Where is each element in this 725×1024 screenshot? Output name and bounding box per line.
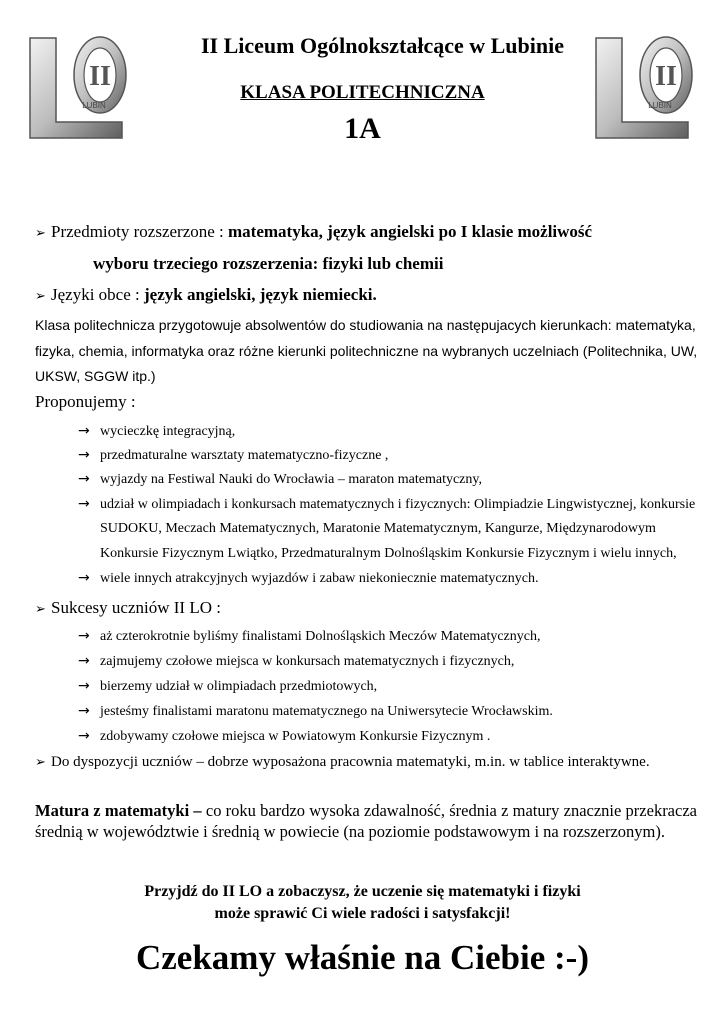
subjects-line bbox=[35, 222, 592, 242]
subjects-label: Przedmioty rozszerzone : bbox=[51, 222, 229, 241]
success-heading: ➢ Sukcesy uczniów II LO : bbox=[35, 598, 221, 617]
svg-text:II: II bbox=[655, 61, 677, 92]
subjects-line-2 bbox=[93, 254, 443, 274]
arrow-icon: → bbox=[78, 570, 90, 586]
school-name: II Liceum Ogólnokształcące w Lubinie bbox=[200, 33, 564, 58]
success-item: zdobywamy czołowe miejsca w Powiatowym Konkursie Fizycznym . bbox=[100, 729, 491, 744]
offer-item: wiele innych atrakcyjnych wyjazdów i zabaw niekoniecznie matematycznych. bbox=[100, 571, 539, 586]
arrow-icon: → bbox=[78, 703, 90, 719]
invite-line: może sprawić Ci wiele radości i satysfakcji! bbox=[214, 905, 511, 922]
description-line: Klasa politechnicza przygotowuje absolwentów do studiowania na następujacych kierunkach: matematyka, bbox=[35, 317, 696, 333]
arrow-icon: → bbox=[78, 678, 90, 694]
class-number: 1A bbox=[344, 112, 381, 145]
offer-item: przedmaturalne warsztaty matematyczno-fizyczne , bbox=[100, 448, 389, 463]
success-item: jesteśmy finalistami maratonu matematycznego na Uniwersytecie Wrocławskim. bbox=[100, 704, 553, 719]
svg-text:LUBIN: LUBIN bbox=[82, 101, 106, 110]
arrow-icon: → bbox=[78, 496, 90, 512]
description-line: fizyka, chemia, informatyka oraz różne kierunki politechniczne na wybranych uczelniach (Politechnika, UW, bbox=[35, 343, 698, 359]
closing-slogan: Czekamy właśnie na Ciebie :-) bbox=[135, 938, 589, 977]
offer-item: udział w olimpiadach i konkursach matematycznych i fizycznych: Olimpiadzie Lingwistycznej, konkursie bbox=[100, 497, 696, 512]
languages-label: Języki obce : bbox=[51, 285, 144, 304]
class-type-heading: KLASA POLITECHNICZNA bbox=[240, 82, 485, 103]
success-item: zajmujemy czołowe miejsca w konkursach matematycznych i fizycznych, bbox=[100, 654, 515, 669]
svg-text:LUBIN: LUBIN bbox=[648, 101, 672, 110]
bullet-icon: ➢ bbox=[35, 755, 46, 770]
bullet-icon: ➢ bbox=[35, 226, 46, 241]
arrow-icon: → bbox=[78, 628, 90, 644]
subjects-value: matematyka, język angielski po I klasie możliwość bbox=[228, 222, 593, 241]
svg-text:II: II bbox=[89, 61, 111, 92]
matura-paragraph bbox=[35, 800, 697, 842]
invite-line: Przyjdź do II LO a zobaczysz, że uczenie się matematyki i fizyki bbox=[144, 883, 581, 900]
offer-item: wycieczkę integracyjną, bbox=[100, 424, 236, 439]
facilities-line: ➢ Do dyspozycji uczniów – dobrze wyposażona pracownia matematyki, m.in. w tablice interaktywne. bbox=[35, 754, 650, 770]
arrow-icon: → bbox=[78, 423, 90, 439]
success-item: aż czterokrotnie byliśmy finalistami Dolnośląskich Meczów Matematycznych, bbox=[100, 629, 541, 644]
arrow-icon: → bbox=[78, 447, 90, 463]
arrow-icon: → bbox=[78, 728, 90, 744]
matura-label: Matura z matematyki – bbox=[35, 801, 206, 820]
success-item: bierzemy udział w olimpiadach przedmiotowych, bbox=[100, 679, 378, 694]
offer-heading: Proponujemy : bbox=[35, 392, 136, 411]
offer-item-continued: Konkursie Fizycznym Lwiątko, Przedmaturalnym Dolnośląskim Konkursie Fizycznym i wielu innych, bbox=[100, 546, 677, 561]
languages-line bbox=[35, 285, 377, 305]
offer-item: wyjazdy na Festiwal Nauki do Wrocławia – maraton matematyczny, bbox=[100, 472, 482, 487]
offer-item-continued: SUDOKU, Meczach Matematycznych, Maratonie Matematycznym, Kangurze, Międzynarodowym bbox=[100, 521, 656, 536]
description-line: UKSW, SGGW itp.) bbox=[35, 368, 156, 384]
arrow-icon: → bbox=[78, 653, 90, 669]
bullet-icon: ➢ bbox=[35, 289, 46, 304]
languages-value: język angielski, język niemiecki. bbox=[144, 285, 377, 304]
matura-text: co roku bardzo wysoka zdawalność, średnia z matury znacznie przekracza średnią w województwie i średnią w powiecie (na poziomie podstawowym i na rozszerzonym). bbox=[35, 801, 697, 841]
bullet-icon: ➢ bbox=[35, 602, 46, 617]
arrow-icon: → bbox=[78, 471, 90, 487]
subjects-value-2: wyboru trzeciego rozszerzenia: fizyki lub chemii bbox=[93, 254, 444, 273]
